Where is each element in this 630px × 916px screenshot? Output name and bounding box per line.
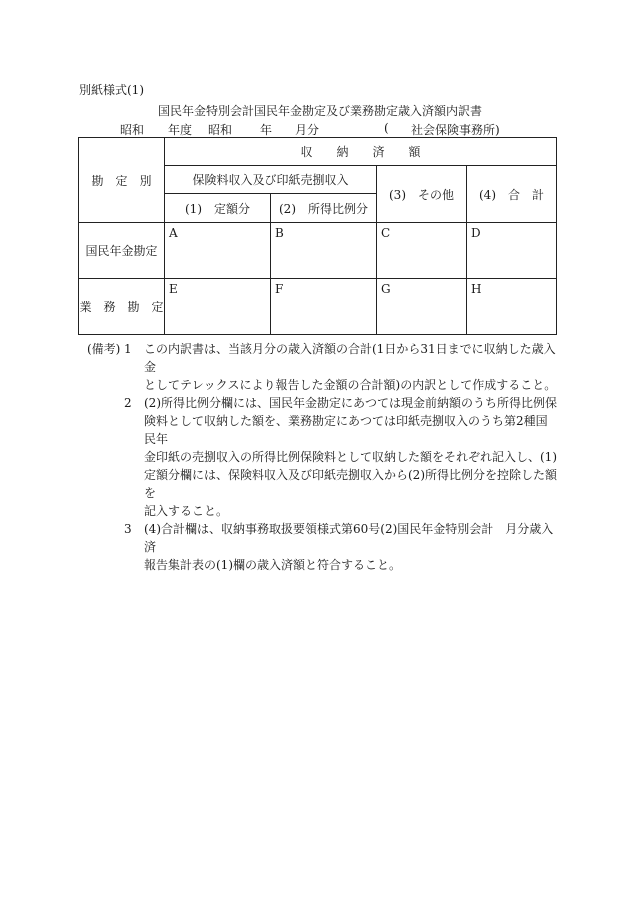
table-row — [79, 279, 557, 335]
table-cell: C — [377, 223, 467, 279]
note-line: この内訳書は、当該月分の歳入済額の合計(1日から31日までに収納した歳入金 — [144, 342, 556, 374]
office-label: 社会保険事務所) — [411, 123, 500, 137]
row-label: 業 務 勘 定 — [79, 279, 165, 335]
table-row — [79, 223, 557, 279]
era-label: 昭和 — [120, 123, 145, 137]
other-header: (3) その他 — [377, 166, 467, 223]
note-line: 険料として収納した額を、業務勘定にあつては印紙売捌収入のうち第2種国民年 — [144, 414, 548, 446]
table-cell: B — [271, 223, 377, 279]
total-header: (4) 合 計 — [467, 166, 557, 223]
income-header: (2) 所得比例分 — [271, 194, 377, 223]
note-line: 記入すること。 — [144, 504, 229, 518]
notes-prefix: (備考) — [87, 342, 121, 356]
row-label: 国民年金勘定 — [79, 223, 165, 279]
note-line: 金印紙の売捌収入の所得比例保険料として収納した額をそれぞれ記入し、(1) — [144, 450, 558, 464]
table-cell: D — [467, 223, 557, 279]
table-cell: E — [165, 279, 271, 335]
document-title: 国民年金特別会計国民年金勘定及び業務勘定歳入済額内訳書 — [158, 104, 483, 118]
table-cell: A — [165, 223, 271, 279]
note-number: 2 — [124, 396, 132, 410]
table-cell: F — [271, 279, 377, 335]
collected-header: 収 納 済 額 — [165, 138, 557, 166]
breakdown-table — [78, 137, 557, 335]
note-item — [87, 394, 557, 520]
note-number: 1 — [124, 342, 132, 356]
note-line: 報告集計表の(1)欄の歳入済額と符合すること。 — [144, 558, 401, 572]
era-label-2: 昭和 — [208, 123, 233, 137]
premium-header: 保険料収入及び印紙売捌収入 — [165, 166, 377, 194]
table-cell: H — [467, 279, 557, 335]
fixed-header: (1) 定額分 — [165, 194, 271, 223]
notes — [87, 340, 557, 574]
note-item — [87, 520, 557, 574]
table-cell: G — [377, 279, 467, 335]
period-line — [120, 121, 520, 137]
note-number: 3 — [124, 522, 132, 536]
note-line: (2)所得比例分欄には、国民年金勘定にあつては現金前納額のうち所得比例保 — [144, 396, 558, 410]
note-line: 定額分欄には、保険料収入及び印紙売捌収入から(2)所得比例分を控除した額を — [144, 468, 558, 500]
form-label: 別紙様式(1) — [79, 83, 144, 97]
note-line: (4)合計欄は、収納事務取扱要領様式第60号(2)国民年金特別会計 月分歳入済 — [144, 522, 554, 554]
office-open-paren: ( — [384, 121, 389, 135]
note-line: としてテレックスにより報告した金額の合計額)の内訳として作成すること。 — [144, 378, 557, 392]
note-item — [87, 340, 557, 394]
fiscal-year-label: 年度 — [168, 123, 193, 137]
year-label: 年 — [260, 123, 273, 137]
month-label: 月分 — [295, 123, 320, 137]
account-header: 勘 定 別 — [79, 138, 165, 223]
